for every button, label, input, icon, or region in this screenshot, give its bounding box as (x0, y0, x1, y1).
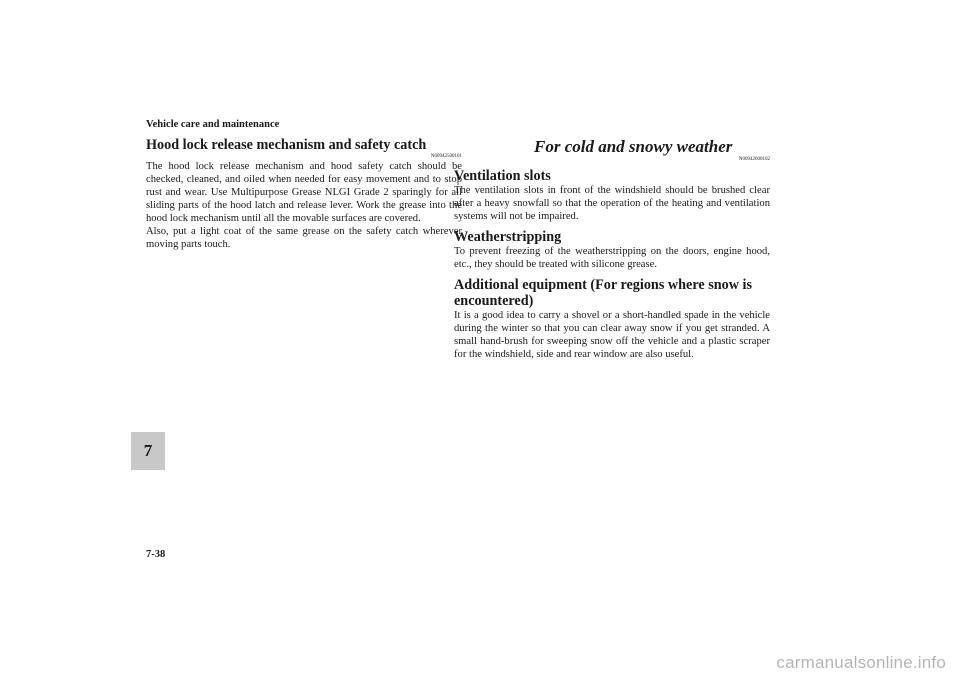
section-heading-hood-lock: Hood lock release mechanism and safety catch (146, 137, 427, 153)
page-number: 7-38 (146, 549, 166, 560)
subsection-text-weatherstripping: To prevent freezing of the weatherstripping on the doors, engine hood, etc., they should be treated with silicone grease. (454, 246, 770, 270)
running-header: Vehicle care and maintenance (146, 119, 280, 130)
right-column (454, 137, 770, 361)
body-paragraph: The hood lock release mechanism and hood safety catch should be checked, cleaned, and oiled when needed for easy movement and to stop rust and wear. Use Multipurpose Grease NLGI Grade 2 sparingly for all sliding parts of the hood latch and release lever. Work the grease into the hood lock mechanism until all the movable surfaces are covered. (146, 161, 462, 224)
section-code: N00942500101 (430, 154, 462, 159)
subsection-heading-additional-equipment: Additional equipment (For regions where snow is encountered) (454, 277, 752, 309)
section-code: N00942600102 (738, 157, 770, 162)
subsection-text-ventilation: The ventilation slots in front of the windshield should be brushed clear after a heavy snowfall so that the operation of the heating and ventilation systems will not be impaired. (454, 185, 770, 222)
body-paragraph: Also, put a light coat of the same grease on the safety catch wherever moving parts touch. (146, 226, 462, 250)
subsection-text-additional-equipment: It is a good idea to carry a shovel or a short-handled spade in the vehicle during the winter so that you can clear away snow if you get stranded. A small hand-brush for sweeping snow off the vehicle and a plastic scraper for the windshield, side and rear window are also useful. (454, 310, 770, 360)
left-column (146, 137, 462, 251)
watermark-footer: carmanualsonline.info (776, 653, 946, 672)
chapter-tab: 7 (131, 432, 165, 470)
chapter-section-title: For cold and snowy weather (534, 137, 733, 156)
subsection-heading-ventilation: Ventilation slots (454, 168, 551, 184)
subsection-heading-weatherstripping: Weatherstripping (454, 229, 562, 245)
